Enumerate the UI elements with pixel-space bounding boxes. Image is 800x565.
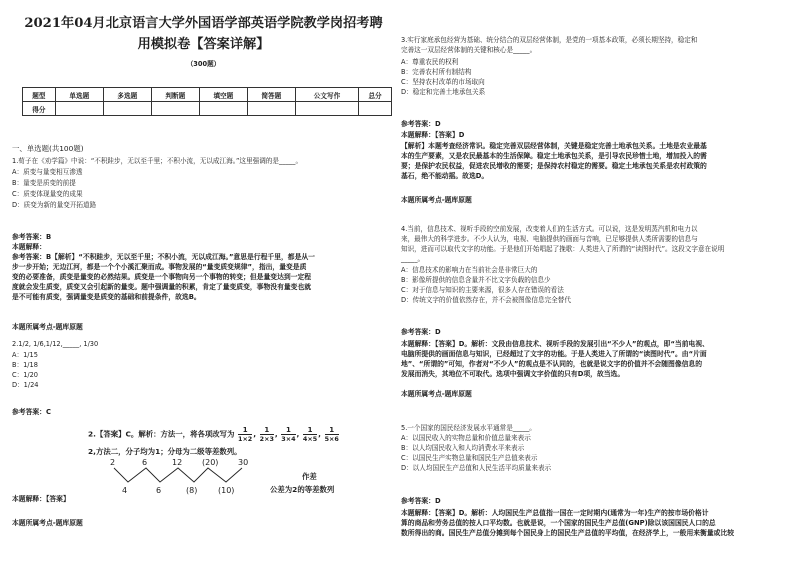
q3-point: 本题解释：【答案】D [401, 131, 465, 139]
table-cell: 总分 [359, 88, 392, 102]
q4-stem-2: 来，最伟大的科学进步。不少人认为，电视、电脑提供的画面与音响，已足够提供人类所需要的信息与 [401, 235, 698, 243]
fraction: $\frac{1}{5\times 6}$ [324, 426, 339, 443]
table-cell: 填空题 [199, 88, 247, 102]
q1-tag: 本题所属考点-题库原题 [12, 323, 83, 331]
table-cell: 单选题 [55, 88, 103, 102]
q1-option-d: D：质变为新的量变开拓道路 [12, 201, 97, 209]
section-heading: 一、单选题(共100题) [12, 144, 84, 153]
seq-top-4: (20) [202, 458, 219, 467]
q5-option-d: D：以人均国民生产总值和人民生活平均质量来表示 [401, 464, 552, 472]
q5-expl-1: 本题解释：【答案】D。解析：人均国民生产总值指一国在一定时期内(通常为一年)生产的按市场价格计 [401, 509, 709, 517]
table-cell [199, 102, 247, 116]
q3-expl-3: 要；是保护农民权益，促进农民增收的需要；是保持农村稳定的需要。稳定土地承包关系是农村政策的 [401, 162, 707, 170]
q1-expl-5: 是不可能有质变，强调量变是质变的基础和前提条件，故选B。 [12, 293, 201, 301]
q4-tag: 本题所属考点-题库原题 [401, 390, 472, 398]
q2-expl-text: 2.【答案】C。解析：方法一，将各项改写为 [88, 429, 235, 439]
table-cell [55, 102, 103, 116]
table-cell [295, 102, 358, 116]
q4-option-c: C：对于信息与知识的主要来源，很多人存在错误的看法 [401, 286, 564, 294]
doc-title-line2: 用模拟卷【答案详解】 [137, 37, 270, 52]
seq-top-2: 6 [142, 458, 148, 467]
q2-option-d: D：1/24 [12, 381, 39, 389]
q2-point: 本题解释：【答案】 [12, 495, 70, 503]
q1-point: 本题解释： [12, 243, 46, 251]
q3-expl-1: 【解析】本题考查经济常识。稳定完善双层经营体制，关键是稳定完善土地承包关系。土地是农业最基 [401, 142, 707, 150]
q5-option-b: B：以人均国民收入和人均消费水平来表示 [401, 444, 525, 452]
q1-answer: 参考答案：B [12, 233, 52, 241]
fraction: $\frac{1}{1\times 2}$ [238, 426, 253, 443]
q1-stem: 1.荀子在《劝学篇》中说：“不积跬步，无以至千里；不积小流，无以成江海。”这里强调的是_____。 [12, 157, 303, 165]
table-cell: 题型 [23, 88, 56, 102]
table-cell [103, 102, 151, 116]
difference-lines [102, 467, 282, 485]
seq-bottom-2: 6 [156, 486, 162, 495]
score-table [22, 87, 392, 116]
q3-answer: 参考答案：D [401, 120, 441, 128]
table-cell [359, 102, 392, 116]
q2-method2: 2,方法二，分子均为1；分母为二级等差数列。 [88, 447, 242, 456]
q3-tag: 本题所属考点-题库原题 [401, 196, 472, 204]
q2-side-label-2: 公差为2的等差数列 [270, 485, 335, 494]
q2-option-a: A：1/15 [12, 351, 38, 359]
q2-option-b: B：1/18 [12, 361, 38, 369]
q4-option-b: B：影像所提供的信息含量并不比文字负载的信息少 [401, 276, 551, 284]
q3-option-c: C：坚持农村改革的市场取向 [401, 78, 485, 86]
seq-top-3: 12 [172, 458, 183, 467]
q4-option-d: D：传统文字的价值依然存在，并不会被图像信息完全替代 [401, 296, 571, 304]
q1-expl-2: 步一步开始；无边江河，都是一个个小溪汇聚而成。事物发展的“量变质变规律”，指出，量变是质 [12, 263, 307, 271]
table-cell [151, 102, 199, 116]
score-table-header-row [23, 88, 392, 102]
fraction: $\frac{1}{2\times 3}$ [259, 426, 274, 443]
q5-answer: 参考答案：D [401, 497, 441, 505]
q5-option-a: A：以国民收入的实物总量和价值总量来表示 [401, 434, 531, 442]
difference-diagram [102, 458, 282, 498]
q1-option-b: B：量变是质变的前提 [12, 179, 76, 187]
q2-explanation-head: 2.【答案】C。解析：方法一，将各项改写为 $\frac{1}{1\times 2}$ , $\frac{1}{2\times 3}$ , $\frac{1}{3\times 4}$ , $\frac{1}{4\times 5}$ , $\frac{1}{5\times 6}$ [88, 426, 339, 443]
seq-bottom-4: (10) [218, 486, 235, 495]
fraction: $\frac{1}{3\times 4}$ [281, 426, 296, 443]
seq-top-5: 30 [238, 458, 249, 467]
q4-expl-2: 电脑所提供的画面信息与知识，已经超过了文字的功能。于是人类进入了所谓的“读图时代”。由“片面 [401, 350, 707, 358]
q1-expl-1: 参考答案：B【解析】“不积跬步，无以至千里；不积小流，无以成江海。”意思是行程千里，都是从一 [12, 253, 315, 261]
q4-expl-4: 发展而消失，其地位不可取代。选项中强调文字价值的只有D项，故当选。 [401, 370, 625, 378]
q2-side-label-1: 作差 [302, 472, 317, 481]
q3-option-d: D：稳定和完善土地承包关系 [401, 88, 486, 96]
q5-option-c: C：以国民生产实物总量和国民生产总值来表示 [401, 454, 538, 462]
table-cell: 判断题 [151, 88, 199, 102]
q3-expl-2: 本的生产要素，又是农民最基本的生活保障。稳定土地承包关系，是引导农民珍惜土地，增加投入的需 [401, 152, 707, 160]
q4-option-a: A：信息技术的影响力在当前社会是非常巨大的 [401, 266, 538, 274]
q2-stem: 2.1/2, 1/6,1/12,_____, 1/30 [12, 340, 99, 348]
q5-expl-3: 数所得出的商。国民生产总值分摊到每个国民身上的国民生产总值的平均值，在经济学上，一般用来衡量或比较 [401, 529, 735, 537]
table-cell [247, 102, 295, 116]
q1-option-c: C：质变体现量变的成果 [12, 190, 83, 198]
total-count: （300题） [186, 60, 221, 68]
q1-option-a: A：质变与量变相互渗透 [12, 168, 83, 176]
score-table-score-row [23, 102, 392, 116]
q3-expl-4: 基石，绝不能动摇。故选D。 [401, 172, 489, 180]
table-cell: 公文写作 [295, 88, 358, 102]
q3-option-a: A：尊重农民的权利 [401, 58, 459, 66]
q1-expl-3: 变的必要准备，质变是量变的必然结果。质变是一个事物向另一个事物的转变；但是量变达到一定程 [12, 273, 312, 281]
q1-expl-4: 度就会发生质变，质变又会引起新的量变。题中强调量的积累，肯定了量变质变，事物没有量变也就 [12, 283, 312, 291]
q2-option-c: C：1/20 [12, 371, 39, 379]
seq-top-1: 2 [110, 458, 116, 467]
q3-stem-2: 完善这一双层经营体制的关键和核心是_____。 [401, 46, 537, 54]
q4-stem-4: _____。 [401, 255, 425, 263]
q2-answer: 参考答案：C [12, 408, 51, 416]
fraction: $\frac{1}{4\times 5}$ [302, 426, 318, 443]
q4-expl-1: 本题解释：【答案】D。解析：文段由信息技术、视听手段的发展引出“不少人”的观点，即“当前电视、 [401, 340, 709, 348]
q3-stem-1: 3.实行家庭承包经营为基础、统分结合的双层经营体制，是党的一项基本政策，必须长期坚持，稳定和 [401, 36, 698, 44]
q5-expl-2: 算的商品和劳务总值的按人口平均数。也就是说，一个国家的国民生产总值(GNP)除以该国国民人口的总 [401, 519, 716, 527]
q3-option-b: B：完善农村所有制结构 [401, 68, 472, 76]
q4-expl-3: 地”、“所谓的”可知，作者对“不少人”的观点是不认同的，也就是说文字的价值并不会随图像信息的 [401, 360, 703, 368]
seq-bottom-1: 4 [122, 486, 128, 495]
q4-stem-1: 4.当前，信息技术、视听手段的空前发展，改变着人们的生活方式。可以说，这是发明蒸汽机和电力以 [401, 225, 698, 233]
table-cell: 简答题 [247, 88, 295, 102]
q5-stem: 5.一个国家的国民经济发展水平通常是_____。 [401, 424, 536, 432]
q2-tag: 本题所属考点-题库原题 [12, 519, 83, 527]
q4-stem-3: 知识，进而可以取代文字的功能。于是他们开始唱起了挽歌：人类进入了所谓的“读图时代”。这段文字意在说明 [401, 245, 725, 253]
table-cell: 得分 [23, 102, 56, 116]
doc-title-line1: 2021年04月北京语言大学外国语学部英语学院教学岗招考聘 [24, 16, 383, 31]
table-cell: 多选题 [103, 88, 151, 102]
q4-answer: 参考答案：D [401, 328, 441, 336]
seq-bottom-3: (8) [186, 486, 198, 495]
